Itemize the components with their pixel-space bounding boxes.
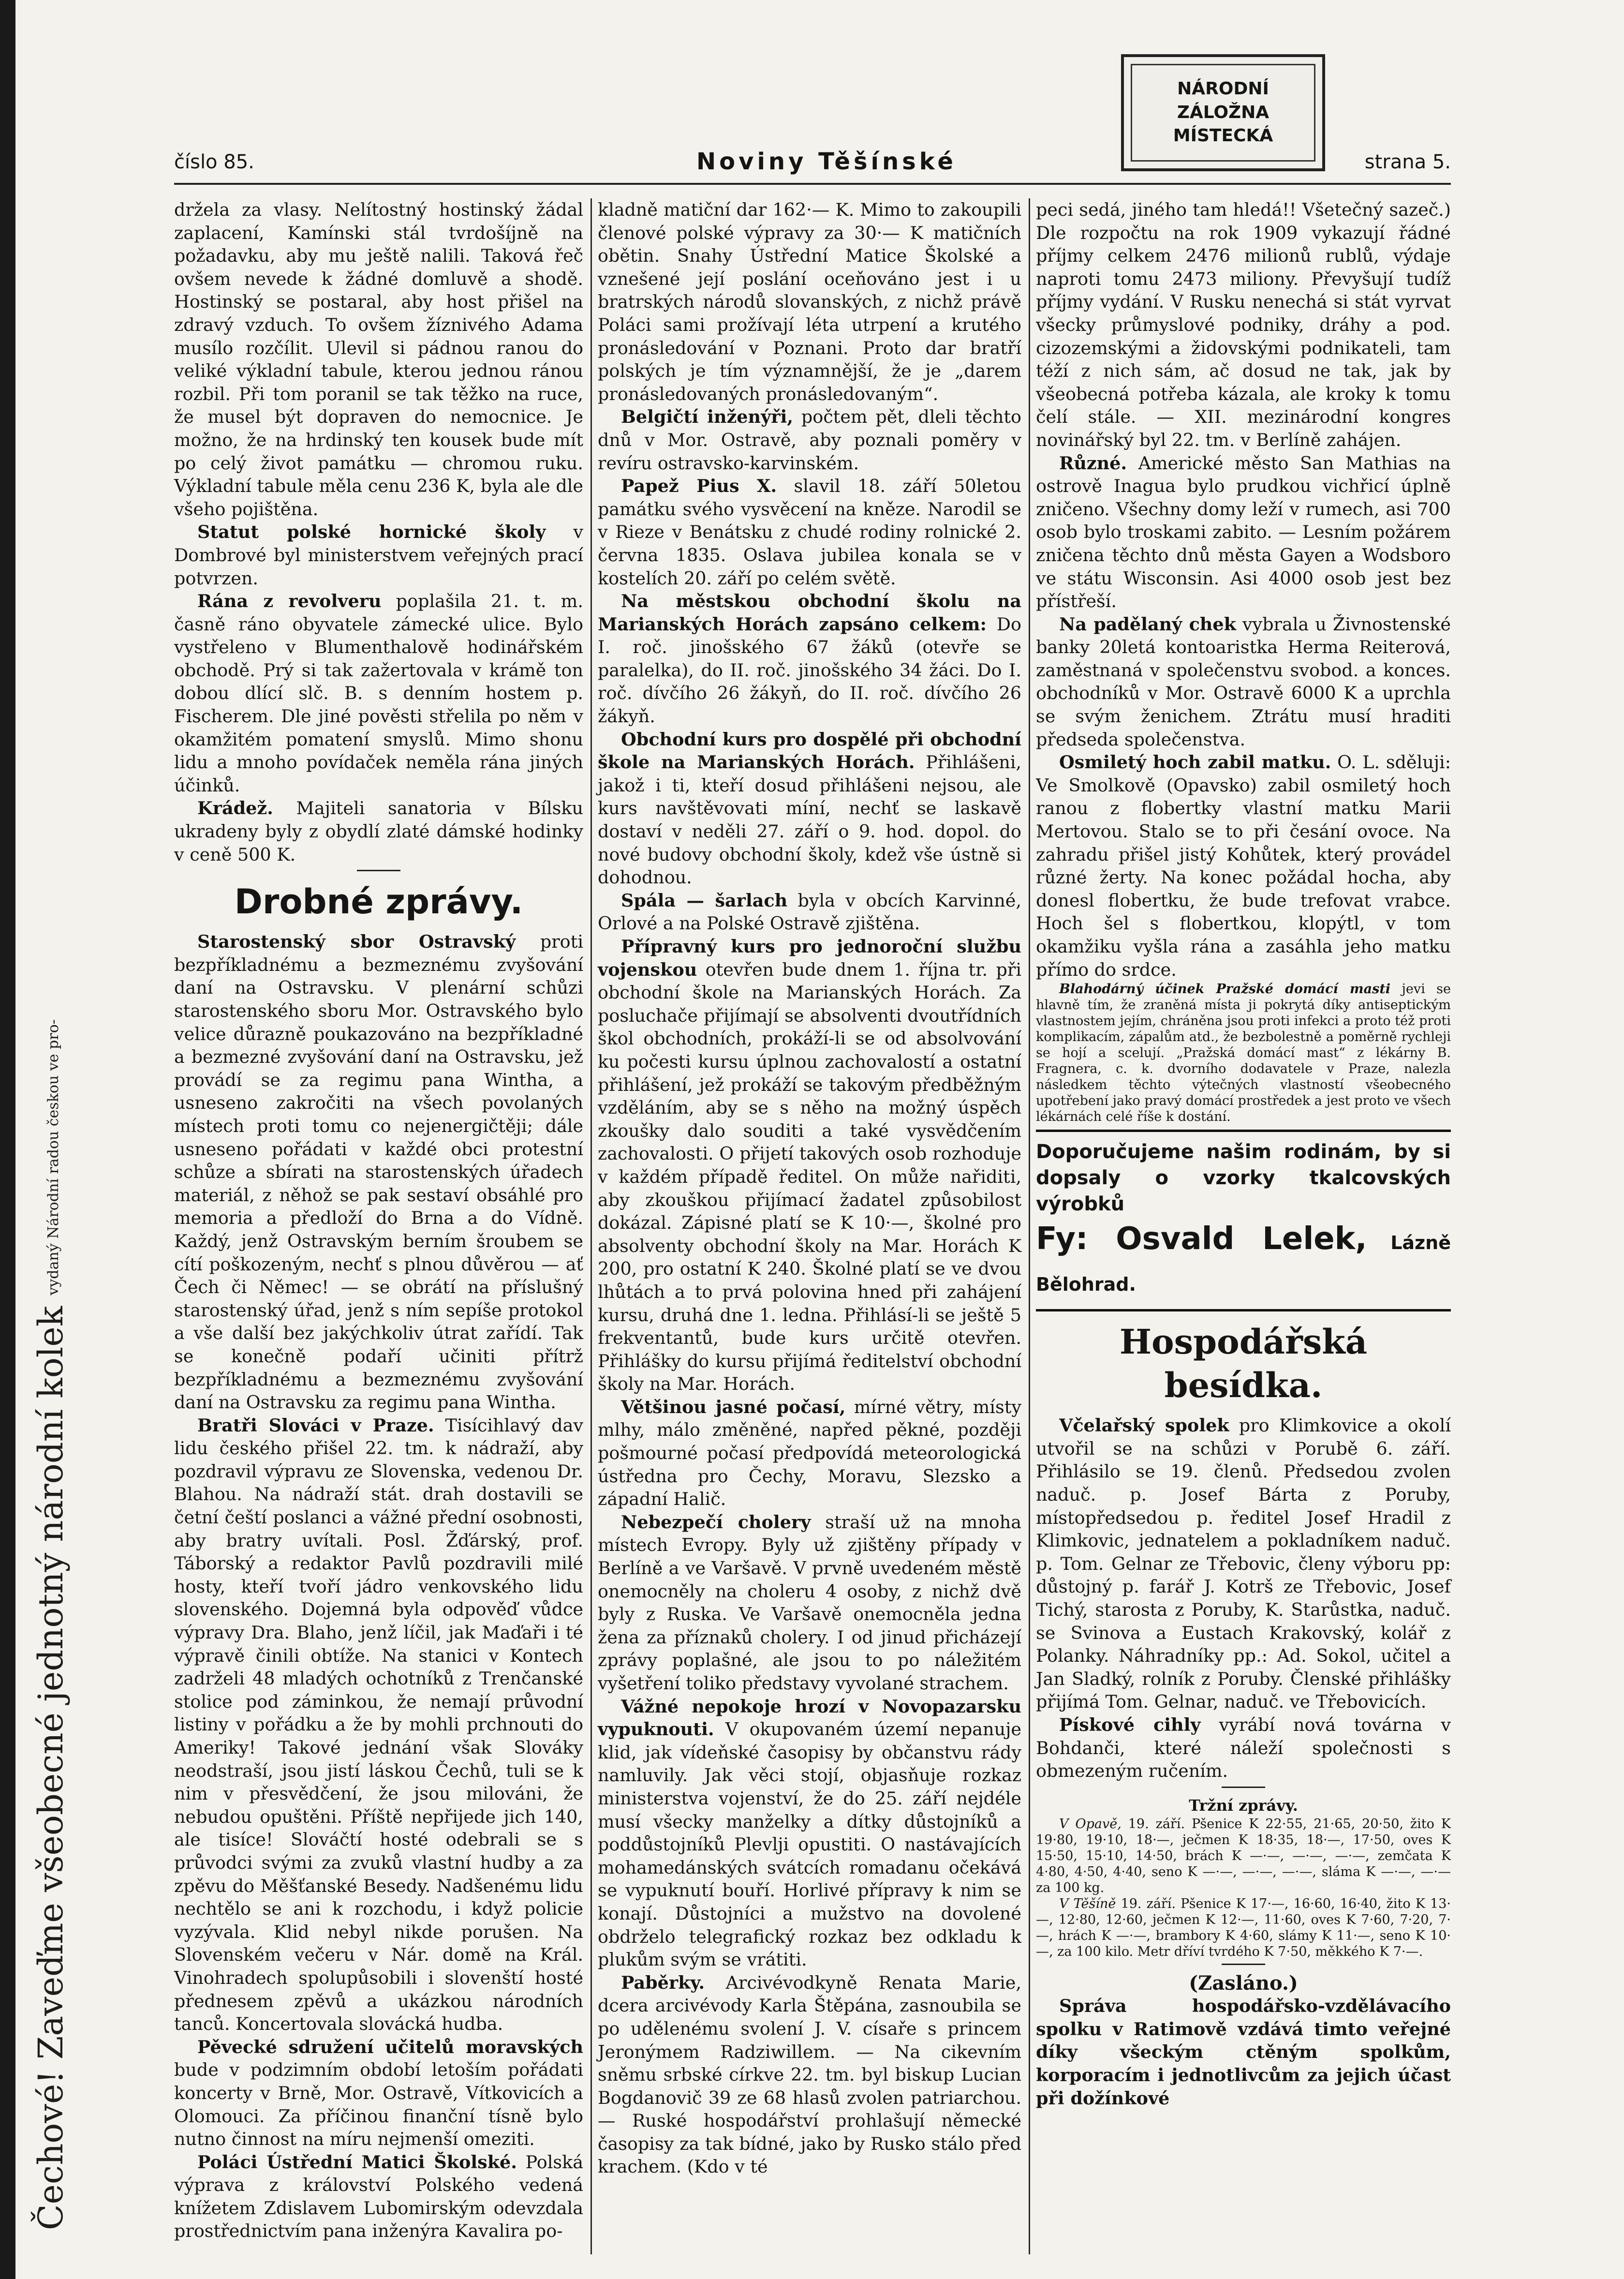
paragraph-body: 19. září. Pšenice K 22·55, 21·65, 20·50, žito K 19·80, 19·10, 18·—, ječmen K 18·35, 18·—, 17·50, oves K 15·50, 15·10, 14·50, brách K —·—, —·—, —·—, zemčata K 4·80, 4·50, 4·40, seno K —·—, —·—, —·—, sláma K —·—, —·— za 100 kg.	[1036, 1816, 1451, 1895]
paragraph	[1036, 613, 1451, 751]
paragraph-body: Arcivévodkyně Renata Marie, dcera arcivévody Karla Štěpána, zasnoubila se po udělenému svolení J. V. císaře s princem Jeronýmem Radziwillem. — Na cikevním sněmu srbské církve 22. tm. byl biskup Lucian Bogdanovič 39 ze 68 hlasů zvolen patriarchou. — Ruské hospodářství prohlašují německé časopisy za tak bídné, jako by Rusko stálo před krachem. (Kdo v té	[598, 1972, 1021, 2177]
paragraph	[1036, 1713, 1451, 1783]
paragraph-body: V okupovaném území nepanuje klid, jak vídeňské časopisy by občanstvu rády namluvily. Jak věci stojí, objasňuje rozkaz ministerstva vojenství, že do 25. září nejdéle musí všecky manželky a dítky důstojníků a poddůstojníků Plevlji opustiti. O nastávajících mohamedánských svátcích romadanu očekává se vypuknutí bouří. Horlivé přípravy k nim se konají. Důstojníci a mužstvo na dovolené obdrželo telegrafický rozkaz bez odkladu k plukům svým se vrátiti.	[598, 1719, 1021, 1970]
paragraph	[174, 590, 583, 797]
stamp-line2: MÍSTECKÁ	[1173, 126, 1273, 146]
paragraph	[1036, 452, 1451, 613]
paragraph	[598, 1695, 1021, 1971]
paragraph	[174, 930, 583, 1414]
side-strip-small-text: vydaný Národní radou českou ve pro-	[45, 1019, 62, 1296]
paragraph-body: Tisícihlavý dav lidu českého přišel 22. tm. k nádraží, aby pozdravil výpravu ze Slovenska, vedenou Dr. Blahou. Na nádraží stát. drah dostavili se četní čeští poslanci a vážné přední osobnosti, aby bratry uvítali. Posl. Žďárský, prof. Táborský a redaktor Pavlů pozdravili milé hosty, kteří tvoří jádro venkovského lidu slovenského. Dojemná byla odpověď vůdce výpravy Dra. Blaho, jenž líčil, jak Maďaři i té výpravě činili obtíže. Na stanici v Kontech zadrželi 48 mladých ochotníků z Trenčanské stolice pod záminkou, že nemají průvodní listiny v pořádku a že by mohli prchnouti do Ameriky! Takové jednání však Slováky neodstraší, jsou jistí láskou Čechů, tuli se k nim v přesvědčení, že jsou milováni, že nebudou opuštěni. Příště nepřijede jich 140, ale tisíce! Slováčtí hosté odebrali se s průvodci svými za zvuků vlastní hudby a za zpěvu do Měšťanské Besedy. Nadšenému lidu nechtělo se ani k rozchodu, i když policie vyzývala. Klid nebyl nikde porušen. Na Slovenském večeru v Nár. domě na Král. Vinohradech spolupůsobili i slovenští hosté přednesem zpěvů a ukázkou národních tanců. Koncertovala slovácká hudba.	[174, 1415, 583, 2035]
side-strip-text: Čechové! Zaveďme všeobecné jednotný národní kolek	[31, 1306, 71, 2230]
paragraph-body: Do I. roč. jinošského 67 žáků (otevře se paralelka), do II. roč. jinošského 34 žáci. Do I. roč. dívčího 26 žákyň, do II. roč. dívčího 26 žákyň.	[598, 613, 1021, 727]
headline: Bratři Slováci v Praze.	[197, 1415, 434, 1436]
paragraph	[598, 935, 1021, 1396]
headline: Poláci Ústřední Matici Školské.	[197, 2151, 517, 2173]
paragraph-body: Polská výprava z království Polského vedená knížetem Zdislavem Lubomirským odevzdala prostřednictvím pana inženýra Kavalira po-	[174, 2151, 583, 2242]
separator	[357, 870, 400, 871]
market-place: V Těšíně	[1059, 1896, 1116, 1911]
market-title: Tržní zprávy.	[1189, 1796, 1298, 1815]
paragraph-body: vybrala u Živnostenské banky 20letá kontoaristka Herma Reiterová, zaměstnaná v společenstvu svobod. a konces. obchodníků v Mor. Ostravě 6000 K a uprchla se svým ženichem. Ztrátu musí hraditi předseda společenstva.	[1036, 613, 1451, 750]
paragraph-body: Americké město San Mathias na ostrově Inagua bylo prudkou vichřicí úplně zničeno. Všechny domy leží v rumech, asi 700 osob bylo troskami zabito. — Lesním požárem zničena těchto dnů města Gayen a Wodsboro ve státu Wisconsin. Asi 4000 osob jest bez přístřeší.	[1036, 452, 1451, 612]
paragraph-body: počtem pět, dleli těchto dnů v Mor. Ostravě, aby poznali poměry v revíru ostravsko-karvinském.	[598, 406, 1021, 474]
paragraph	[598, 405, 1021, 475]
paragraph-body: pro Klimkovice a okolí utvořil se na schůzi v Porubě 6. září. Přihlásilo se 19. členů. Předsedou zvolen naduč. p. Josef Bárta z Poruby, místopředsedou p. ředitel Josef Hradil z Klimkovic, jednatelem a pokladníkem naduč. p. Tom. Gelnar ze Třebovic, členy výboru pp: důstojný p. farář J. Kotrš ze Třebovic, Josef Tichý, starosta z Poruby, K. Starůstka, naduč. se Svinova a Eustach Krakovský, kolář z Polanky. Náhradníky pp.: Ad. Sokol, učitel a Jan Sladký, rolník z Poruby. Členské přihlášky přijímá Tom. Gelnar, naduč. ve Třebovicích.	[1036, 1415, 1451, 1713]
paragraph	[598, 1971, 1021, 2178]
paragraph-body: 19. září. Pšenice K 17·—, 16·60, 16·40, žito K 13·—, 12·80, 12·60, ječmen K 12·—, 11·60, oves K 7·60, 7·20, 7·—, hrách K —·—, brambory K 4·60, slámy K 11·—, seno K 10·—, za 100 kilo. Metr dříví tvrdého K 7·50, měkkého K 7·—.	[1036, 1896, 1451, 1959]
firm-name: Fy: Osvald Lelek,	[1036, 1221, 1367, 1257]
paragraph	[598, 1511, 1021, 1695]
paragraph-body: bude v podzimním období letoším pořádati koncerty v Brně, Mor. Ostravě, Vítkovicích a Olomouci. Za příčinou finanční tísně bylo nutno činnost na míru nejmenší omeziti.	[174, 2059, 583, 2150]
headline: Osmiletý hoch zabil matku.	[1059, 752, 1331, 773]
paragraph-body: otevřen bude dnem 1. října tr. při obchodní škole na Marianských Horách. Za posluchače přijímají se absolventi dvoutřídních škol obchodních, prokáží-li se od absolvování ku počesti kursu úplnou zachovalostí a ostatní přihlášení, jež prokáží se takovým předběžným vzděláním, aby se s něho na možný úspěch zkoušky dalo souditi a také vysvědčením zachovalosti. O přijetí takových osob rozhoduje v každém případě ředitel. On může nařiditi, aby zkouškou přijímací žadatel způsobilost dokázal. Zápisné platí se K 10·—, školné pro absolventy obchodní školy na Mar. Horách K 200, pro ostatní K 240. Školné platí se ve dvou lhůtách a to prvá polovina hned při zahájení kursu, druhá dne 1. ledna. Přihlásí-li se ještě 5 frekventantů, bude kurs určitě otevřen. Přihlášky do kursu přijímá ředitelství obchodní školy na Mar. Horách.	[598, 959, 1021, 1395]
headline: Včelařský spolek	[1059, 1415, 1229, 1436]
paragraph	[174, 1414, 583, 2036]
column-3	[1036, 198, 1451, 2110]
market-report	[1036, 1816, 1451, 1896]
paragraph	[598, 475, 1021, 590]
headline: Různé.	[1059, 452, 1127, 474]
advertorial-paragraph	[1036, 981, 1451, 1125]
section-title: Drobné zprávy.	[234, 882, 523, 922]
headline: Přípravný kurs pro jednoroční službu vojenskou	[598, 936, 1021, 980]
headline: Obchodní kurs pro dospělé při obchodní škole na Marianských Horách.	[598, 729, 1021, 773]
section-title: Hospodářská besídka.	[1119, 1322, 1368, 1406]
advertisement-text: Doporučujeme našim rodinám, by si dopsaly o vzorky tkalcovských výrobků	[1036, 1141, 1451, 1216]
column-divider	[591, 198, 592, 2254]
paragraph-body: straší už na mnoha místech Evropy. Byly už zjištěny případy v Berlíně a ve Varšavě. V prvně uvedeném městě onemocněly na choleru 4 osoby, z nichž dvě byly z Ruska. Ve Varšavě onemocněla jedna žena za příznaků cholery. I od jinud přicházejí zprávy poplašné, ale jsou to po náležitém vyšetření toliko představy vyvolané strachem.	[598, 1511, 1022, 1694]
paragraph	[174, 2151, 583, 2243]
paragraph	[1036, 1995, 1451, 2110]
separator	[1222, 1787, 1265, 1788]
headline: Pískové cihly	[1059, 1714, 1201, 1735]
page-binding-edge	[0, 0, 15, 2279]
paragraph	[1036, 1414, 1451, 1713]
stamp-line1: NÁRODNÍ ZÁLOŽNA	[1177, 79, 1270, 122]
paragraph	[174, 521, 583, 590]
headline: Krádež.	[197, 798, 273, 819]
headline: Paběrky.	[621, 1972, 705, 1993]
paragraph-body: v Dombrové byl ministerstvem veřejných prací potvrzen.	[174, 521, 583, 589]
side-strip	[29, 464, 73, 2230]
advertisement-box	[1036, 1130, 1451, 1311]
headline: Belgičtí inženýři,	[621, 406, 794, 428]
column-2	[598, 198, 1021, 2178]
market-report	[1036, 1896, 1451, 1960]
headline: Nebezpečí cholery	[621, 1511, 811, 1533]
paragraph-body: poplašila 21. t. m. časně ráno obyvatele zámecké ulice. Bylo vystřeleno v Blumenthalově hodinářském obchodě. Prý si tak zažertovala v krámě ton dobou dlící slč. B. s denním hostem p. Fischerem. Dle jiné pověsti střelila po něm v okamžitém pomatení smyslů. Mimo shonu lidu a mnoho povídaček neměla rána jiných účinků.	[174, 591, 583, 796]
paragraph-body: vyrábí nová továrna v Bohdanči, které náleží společnosti s obmezeným ručením.	[1036, 1714, 1451, 1782]
market-place: V Opavě,	[1059, 1816, 1122, 1832]
separator	[1222, 1964, 1265, 1965]
column-divider	[1029, 198, 1030, 2254]
advertorial-headline: Blahodárný účinek Pražské domácí masti	[1059, 982, 1391, 997]
paragraph-body: byla v obcích Karvinné, Orlové a na Polské Ostravě zjištěna.	[598, 890, 1022, 934]
paragraph	[598, 889, 1021, 935]
headline: Papež Pius X.	[621, 476, 777, 497]
paragraph	[598, 1396, 1021, 1511]
paragraph	[1036, 751, 1451, 981]
headline: Vážné nepokoje hrozí v Novopazarsku vypuknouti.	[598, 1696, 1021, 1740]
newspaper-title: Noviny Těšínské	[696, 148, 957, 175]
paragraph	[598, 728, 1021, 889]
paragraph-body: jevi se hlavně tím, že zraněná místa ji pokrytá díky antiseptickým vlastnostem jejím, chráněna jsou proti infekci a proto též proti komplikacím, zápalům atd., že bezbolestně a poměrně rychleji se hojí a scelují. „Pražská domácí mast“ z lékárny B. Fragnera, c. k. dvorního dodavatele v Praze, nalezla následkem těchto výtečných vlastností všeobecného upotřebení jako pravý domácí prostředek a jest proto ve všech lékárnách celé říše k dostání.	[1036, 982, 1451, 1125]
firm-place: Lázně Bělohrad.	[1036, 1232, 1451, 1296]
paragraph	[174, 2036, 583, 2151]
paragraph-body: Majiteli sanatoria v Bílsku ukradeny byly z obydlí zlaté dámské hodinky v ceně 500 K.	[174, 798, 583, 865]
headline: Rána z revolveru	[197, 591, 382, 612]
headline: Většinou jasné počasí,	[621, 1396, 846, 1417]
paragraph-body: mírné větry, místy mlhy, málo změněné, napřed pěkné, později pošmourné počasí předpovídá meteorologická ústředna pro Čechy, Moravu, Slezsko a západní Halič.	[598, 1396, 1021, 1510]
headline: Statut polské hornické školy	[197, 521, 546, 543]
headline: Pěvecké sdružení učitelů moravských	[197, 2036, 583, 2057]
advertisement-firm	[1036, 1220, 1451, 1303]
issue-number: číslo 85.	[174, 151, 254, 173]
headline: Na městskou obchodní školu na Marianských Horách zapsáno celkem:	[598, 591, 1021, 635]
headline: Spála — šarlach	[621, 890, 788, 911]
paragraph-body: O. L. sděluji: Ve Smolkově (Opavsko) zabil osmiletý hoch ranou z flobertky vlastní matku Marii Mertovou. Stalo se to při česání ovoce. Na zahradu přišel jistý Kohůtek, který provádel různé žerty. Na konec požádal hocha, aby donesl flobertku, že bude trefovat vrabce. Hoch šel s flobertkou, klopýtl, v tom okamžiku vyšla rána a zasáhla jeho matku přímo do srdce.	[1036, 752, 1451, 980]
paragraph: peci sedá, jiného tam hledá!! Všetečný sazeč.) Dle rozpočtu na rok 1909 vykazují řádné příjmy celkem 2476 milionů rublů, výdaje naproti tomu 2473 miliony. Převyšují tudíž příjmy vydání. V Rusku nenechá si stát vyrvat všecky průmyslové podniky, dráhy a pod. cizozemskými a židovskými podnikateli, tam téží z nich sám, ač dosud ne tak, jak by všeobecná potřeba kázala, ale kroky k tomu čelí stále. — XII. mezinárodní kongres novinářský byl 22. tm. v Berlíně zahájen.	[1036, 199, 1451, 450]
headline: Na padělaný chek	[1059, 613, 1236, 635]
paragraph: kladně matiční dar 162·— K. Mimo to zakoupili členové polské výpravy za 30·— K matičních obětin. Snahy Ústřední Matice Školské a vznešené její poslání oceňováno jest i u bratrských národů slovanských, z nichž právě Poláci sami prožívají léta utrpení a krutého pronásledování v Poznani. Proto dar bratří polských je tím významnější, že je „darem pronásledovaných pronásledovaným“.	[598, 199, 1021, 404]
paragraph	[598, 590, 1021, 728]
header-rule	[174, 183, 1451, 185]
page-number: strana 5.	[1364, 151, 1451, 173]
page-header	[174, 145, 1451, 179]
paragraph-body: proti bezpříkladnému a bezmeznému zvyšování daní na Ostravsku. V plenární schůzi starostenského sboru Mor. Ostravského bylo velice důrazně poukazováno na bezpříkladné a bezmezné zvyšování daní na Ostravsku, jež provádí se za regimu pana Wintha, a usneseno zakročiti na všech povolaných místech proti tomu co nejenergičtěji; dále usneseno pořádati v každé obci protestní schůze a sbírati na starostenských úřadech materiál, z něhož se pak sestaví obsáhlé pro memoria a předloží do Brna a do Vídně. Každý, jenž Ostravským berním šroubem se cítí poškozeným, nechť s plnou důvěrou — ať Čech či Němec! — se obrátí na příslušný starostenský úřad, jenž s ním sepíše protokol a vše další bez jakýchkoliv útrat zařídí. Tak se konečně podaří učiniti přítrž bezpříkladnému a bezmeznému zvyšování daní na Ostravsku za regimu pana Wintha.	[174, 931, 584, 1413]
sent-in-label: (Zasláno.)	[1189, 1971, 1298, 1995]
paragraph: držela za vlasy. Nelítostný hostinský žádal zaplacení, Kamínski stál tvrdošíjně na požadavku, aby mu ještě nalili. Taková řeč ovšem nevede k žádné domluvě a shodě. Hostinský se postaral, aby host přišel na zdravý vzduch. To ovšem žíznivého Adama musílo rozčílit. Ulevil si pádnou ranou do veliké výkladní tabule, kterou jednou ránou rozbil. Při tom poranil se tak těžko na ruce, že musel být dopraven do nemocnice. Je možno, že na hrdinský ten kousek bude mít po celý život památku — chromou ruku. Výkladní tabule měla cenu 236 K, byla ale dle všeho pojištěna.	[174, 199, 583, 520]
column-1	[174, 198, 583, 2243]
headline: Správa hospodářsko-vzdělávacího spolku v Ratimově vzdává timto veřejné díky všeckým ctěným spolkům, korporacím i jednotlivcům za jejich účast při dožínkové	[1036, 1996, 1451, 2109]
headline: Starostenský sbor Ostravský	[197, 931, 516, 953]
paragraph-body: Přihlášeni, jakož i ti, kteří dosud přihlášeni nejsou, ale kurs navštěvovati míní, nechť se laskavě dostaví v neděli 27. září o 9. hod. dopol. do nové budovy obchodní školy, kdež vše ústně si dohodnou.	[598, 752, 1021, 888]
paragraph-body: slavil 18. září 50letou památku svého vysvěcení na kněze. Narodil se v Rieze v Benátsku z chudé rodiny rolnické 2. června 1835. Oslava jubilea konala se v kostelích 20. září po celém světě.	[598, 476, 1021, 589]
paragraph	[174, 797, 583, 866]
